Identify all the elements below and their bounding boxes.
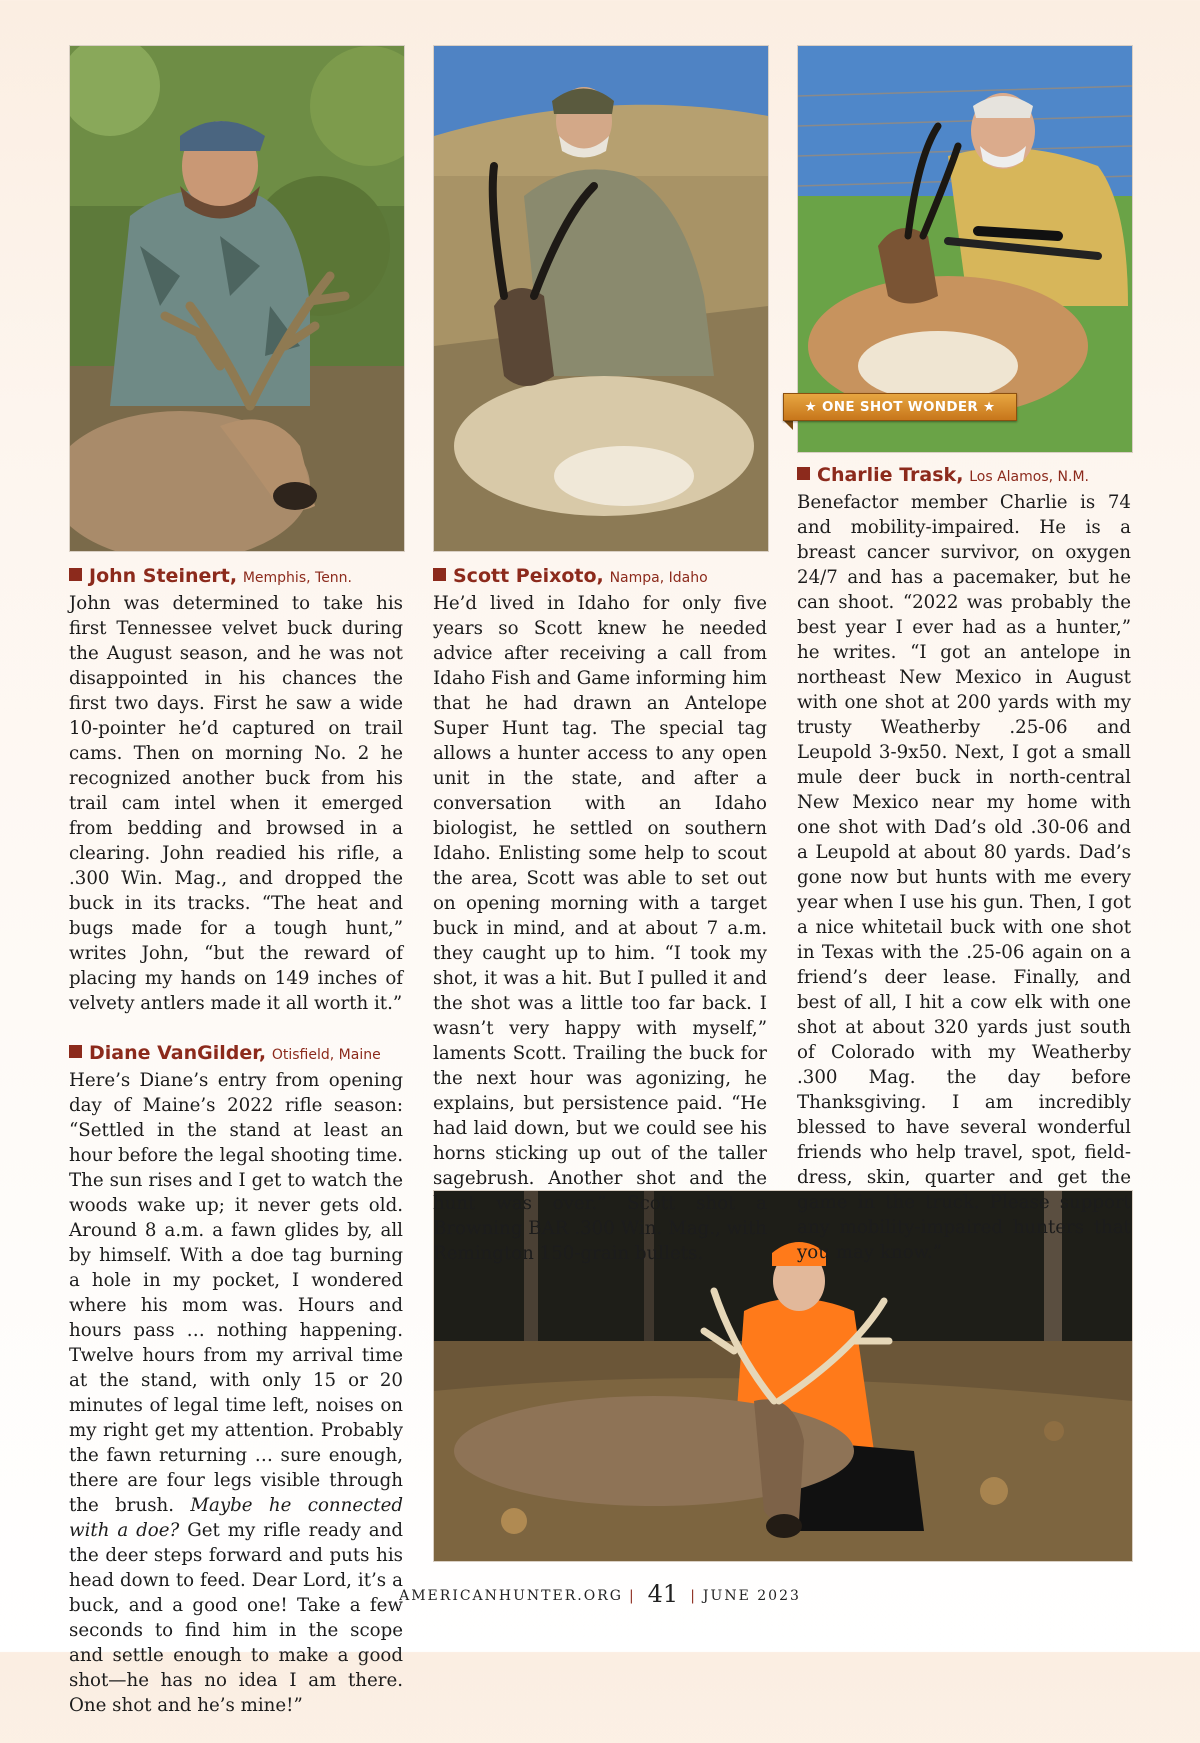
photo-scott-peixoto: [433, 45, 769, 552]
hunter-location: Otisfield, Maine: [271, 1047, 381, 1063]
footer-separator: |: [628, 1588, 636, 1604]
hunter-location: Memphis, Tenn.: [242, 570, 352, 586]
entry-heading: [433, 564, 767, 591]
entry-diane-vangilder: [69, 1041, 403, 1718]
photo-john-steinert: [69, 45, 405, 552]
bullet-square-icon: [797, 467, 810, 480]
entry-body: Benefactor member Charlie is 74 and mobility-impaired. He is a breast cancer survivor, on oxygen 24/7 and has a pacemaker, but he can shoot. “2022 was probably the best year I ever had as a hunter,” he writes. “I got an antelope in northeast New Mexico in August with one shot at 200 yards with my trusty Weatherby .25-06 and Leupold 3-9x50. Next, I got a small mule deer buck in north-central New Mexico near my home with one shot with Dad’s old .30-06 and a Leupold at about 80 yards. Dad’s gone now but hunts with me every year when I use his gun. Then, I got a nice whitetail buck with one shot in Texas with the .25-06 again on a friend’s deer lease. Finally, and best of all, I hit a cow elk with one shot at about 320 yards just south of Colorado with my Weatherby .300 Mag. the day before Thanksgiving. I am incredibly blessed to have several wonderful friends who help travel, spot, field-dress, skin, quarter and get the game in the truck. Please support any mobility-impaired hunters that you may know.”: [797, 492, 1131, 1263]
bullet-square-icon: [433, 568, 446, 581]
hunter-name: John Steinert,: [89, 565, 238, 587]
hunter-name: Charlie Trask,: [817, 464, 964, 486]
entry-heading: [69, 1041, 403, 1068]
body-part: Get my rifle ready and the deer steps forward and puts his head down to feed. Dear Lord, it’s a buck, and a good one! Take a few seconds to find him in the scope and settle enough to make a good shot—he has no idea I am there. One shot and he’s mine!”: [69, 1520, 404, 1716]
entry-charlie-trask: [797, 463, 1131, 1265]
entry-body: He’d lived in Idaho for only five years so Scott knew he needed advice after receiving a call from Idaho Fish and Game informing him that he had drawn an Antelope Super Hunt tag. The special tag allows a hunter access to any open unit in the state, and after a conversation with an Idaho biologist, he settled on southern Idaho. Enlisting some help to scout the area, Scott was able to set out on opening morning with a target buck in mind, and at about 7 a.m. they caught up to him. “I took my shot, it was a hit. But I pulled it and the shot was a little too far back. I wasn’t very happy with myself,” laments Scott. Trailing the buck for the next hour was agonizing, he explains, but persistence paid. “He had laid down, but we could see his horns sticking up out of the taller sagebrush. Another shot and the hunt was over.” Scott shot a Browning BAR .300 Win. Mag., with Remington 150-grain bullets.: [433, 593, 767, 1264]
page-number: 41: [647, 1580, 679, 1608]
entry-body: [69, 1068, 403, 1718]
photo-charlie-trask: [797, 45, 1133, 453]
column-middle: [433, 564, 767, 1291]
banner-tail: [783, 420, 793, 430]
entry-scott-peixoto: [433, 564, 767, 1266]
footer-site: AMERICANHUNTER.ORG: [399, 1588, 623, 1604]
entry-body: John was determined to take his first Tennessee velvet buck during the August season, and he was not disappointed in his chances the first two days. First he saw a wide 10-pointer he’d captured on trail cams. Then on morning No. 2 he recognized another buck from his trail cam intel when it emerged from bedding and browsed in a clearing. John readied his rifle, a .300 Win. Mag., and dropped the buck in its tracks. “The heat and bugs made for a tough hunt,” writes John, “but the reward of placing my hands on 149 inches of velvety antlers made it all worth it.”: [69, 593, 403, 1014]
hunter-name: Diane VanGilder,: [89, 1042, 267, 1064]
column-right: [797, 463, 1131, 1290]
one-shot-wonder-banner: ★ ONE SHOT WONDER ★: [783, 393, 1017, 421]
entry-john-steinert: [69, 564, 403, 1016]
column-left: [69, 564, 403, 1743]
body-italic: Maybe he connected with a doe?: [69, 1495, 403, 1541]
entry-heading: [69, 564, 403, 591]
hunter-name: Scott Peixoto,: [453, 565, 604, 587]
entry-heading: [797, 463, 1131, 490]
hunter-location: Nampa, Idaho: [609, 570, 708, 586]
footer-issue: JUNE 2023: [702, 1588, 801, 1604]
bullet-square-icon: [69, 1045, 82, 1058]
footer-separator: |: [690, 1588, 697, 1604]
bullet-square-icon: [69, 568, 82, 581]
hunter-location: Los Alamos, N.M.: [969, 469, 1089, 485]
page-footer: [0, 1580, 1200, 1608]
body-part: Here’s Diane’s entry from opening day of Maine’s 2022 rifle season: “Settled in the stand at least an hour before the legal shooting time. The sun rises and I get to watch the woods wake up; it never gets old. Around 8 a.m. a fawn glides by, all by himself. With a doe tag burning a hole in my pocket, I wondered where his mom was. Hours and hours pass … nothing happening. Twelve hours from my arrival time at the stand, with only 15 or 20 minutes of legal time left, noises on my right get my attention. Probably the fawn returning … sure enough, there are four legs visible through the brush.: [69, 1070, 403, 1516]
